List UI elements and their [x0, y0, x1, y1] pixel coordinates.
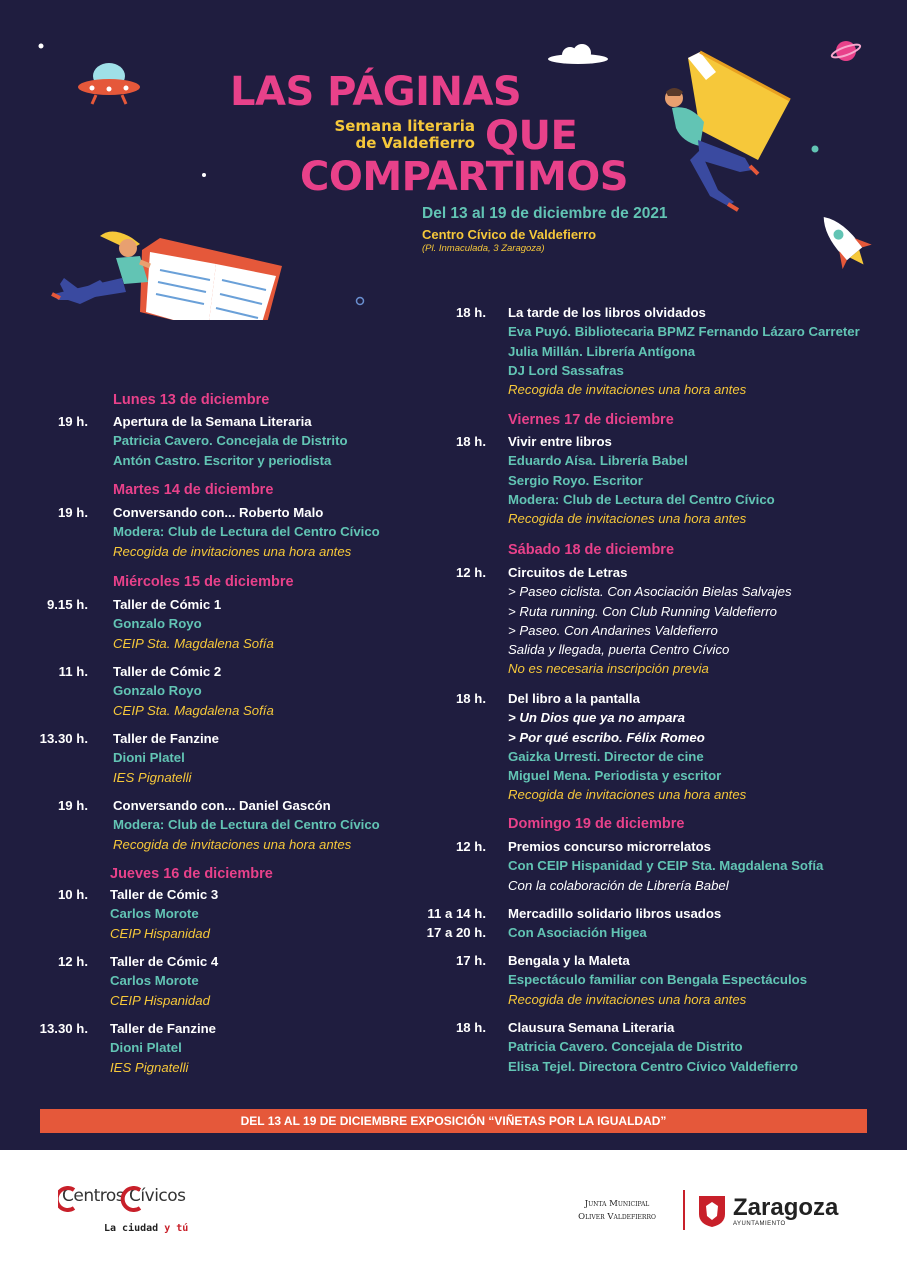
event-time: 11 h.: [58, 664, 88, 679]
event-vivir-entre-libros: [508, 432, 775, 528]
event-speaker: Eva Puyó. Bibliotecaria BPMZ Fernando Lázaro Carreter: [508, 324, 860, 340]
event-title: Premios concurso microrrelatos: [508, 839, 712, 854]
event-speaker: DJ Lord Sassafras: [508, 362, 624, 378]
event-title: Apertura de la Semana Literaria: [113, 414, 312, 429]
event-note: Recogida de invitaciones una hora antes: [508, 991, 747, 1007]
day-heading-viernes: Viernes 17 de diciembre: [508, 412, 674, 428]
event-activity: > Paseo. Con Andarines Valdefierro: [508, 622, 718, 638]
event-title: Circuitos de Letras: [508, 565, 628, 580]
venue-address: (Pl. Inmaculada, 3 Zaragoza): [422, 243, 545, 254]
event-libro-pantalla: [508, 689, 746, 805]
event-speaker: Gonzalo Royo: [113, 616, 202, 632]
event-taller-fanzine: [113, 729, 219, 787]
event-clausura: [508, 1018, 798, 1076]
event-activity: > Ruta running. Con Club Running Valdefierro: [508, 603, 777, 619]
event-daniel-gascon: [113, 796, 380, 854]
event-time: 17 a 20 h.: [426, 925, 486, 940]
event-time: 13.30 h.: [39, 1021, 88, 1036]
event-speaker: Dioni Platel: [110, 1040, 182, 1056]
venue-name: Centro Cívico de Valdefierro: [422, 227, 597, 242]
event-speaker: Espectáculo familiar con Bengala Espectáculos: [508, 972, 808, 988]
event-note: IES Pignatelli: [113, 769, 192, 785]
event-time: 10 h.: [57, 887, 88, 902]
event-roberto-malo: [113, 503, 380, 561]
zaragoza-name: Zaragoza: [733, 1194, 839, 1221]
zaragoza-shield-icon: [697, 1194, 727, 1228]
event-title: Taller de Cómic 3: [110, 887, 219, 902]
tagline-part-1: La ciudad: [104, 1223, 159, 1234]
event-note: Recogida de invitaciones una hora antes: [508, 511, 747, 527]
event-time: 12 h.: [455, 839, 486, 854]
title-line-1: LAS PÁGINAS: [230, 69, 522, 115]
event-time: 18 h.: [455, 691, 486, 706]
event-note: IES Pignatelli: [110, 1059, 189, 1075]
event-speaker: Gaizka Urresti. Director de cine: [508, 748, 704, 764]
day-heading-lunes: Lunes 13 de diciembre: [113, 392, 270, 408]
event-taller-fanzine-2: [110, 1019, 216, 1077]
event-taller-comic-4: [110, 952, 218, 1010]
subtitle-line-2: de Valdefierro: [355, 134, 475, 152]
event-speaker: Modera: Club de Lectura del Centro Cívico: [113, 817, 380, 833]
centros-civicos-name: Centros Cívicos: [62, 1186, 186, 1206]
event-taller-comic-1: [113, 595, 274, 653]
event-speaker: Sergio Royo. Escritor: [508, 472, 643, 488]
reading-man-icon: [665, 52, 790, 210]
footer: [0, 1150, 907, 1280]
event-title: Clausura Semana Literaria: [508, 1020, 675, 1035]
event-title: Mercadillo solidario libros usados: [508, 906, 722, 921]
event-note: No es necesaria inscripción previa: [508, 661, 709, 677]
event-note: CEIP Hispanidad: [110, 992, 210, 1008]
event-time: 18 h.: [455, 305, 486, 320]
event-speaker: Elisa Tejel. Directora Centro Cívico Valdefierro: [508, 1058, 798, 1074]
event-note: CEIP Sta. Magdalena Sofía: [113, 635, 274, 651]
event-title: Taller de Fanzine: [113, 731, 220, 746]
junta-municipal-line-2: Oliver Valdefierro: [578, 1212, 656, 1222]
event-time: 19 h.: [57, 414, 88, 429]
event-detail: Salida y llegada, puerta Centro Cívico: [508, 642, 730, 658]
event-time: 19 h.: [57, 798, 88, 813]
junta-municipal-line-1: Junta Municipal: [584, 1199, 650, 1209]
event-detail: Con la colaboración de Librería Babel: [508, 877, 729, 893]
tagline-part-2: y tú: [164, 1223, 189, 1234]
event-speaker: Miguel Mena. Periodista y escritor: [508, 768, 722, 784]
event-libros-olvidados: [508, 303, 860, 399]
reading-woman-icon: [52, 231, 282, 320]
event-circuitos-letras: [508, 563, 792, 679]
event-time: 17 h.: [455, 953, 486, 968]
day-heading-domingo: Domingo 19 de diciembre: [508, 816, 685, 832]
centros-civicos-c-marks: [58, 1186, 188, 1212]
rocket-icon: [809, 205, 878, 277]
event-time: 12 h.: [57, 954, 88, 969]
event-note: Recogida de invitaciones una hora antes: [113, 836, 352, 852]
event-speaker: Antón Castro. Escritor y periodista: [113, 452, 332, 468]
event-speaker: Carlos Morote: [110, 906, 199, 922]
event-speaker: Dioni Platel: [113, 750, 185, 766]
event-note: CEIP Hispanidad: [110, 925, 210, 941]
cloud-icon: [548, 44, 608, 64]
event-speaker: Carlos Morote: [110, 973, 199, 989]
exhibition-banner: DEL 13 AL 19 DE DICIEMBRE EXPOSICIÓN “VIÑETAS POR LA IGUALDAD”: [40, 1109, 867, 1133]
event-speaker: Eduardo Aísa. Librería Babel: [508, 453, 688, 469]
event-activity: > Paseo ciclista. Con Asociación Bielas Salvajes: [508, 584, 792, 600]
event-dates: Del 13 al 19 de diciembre de 2021: [422, 205, 668, 222]
event-film: > Un Dios que ya no ampara: [508, 710, 685, 726]
ayuntamiento-label: AYUNTAMIENTO: [733, 1221, 786, 1227]
event-mercadillo: [508, 904, 721, 943]
event-speaker: Patricia Cavero. Concejala de Distrito: [508, 1039, 743, 1055]
day-heading-martes: Martes 14 de diciembre: [113, 482, 274, 498]
event-speaker: Modera: Club de Lectura del Centro Cívico: [113, 524, 380, 540]
event-title: La tarde de los libros olvidados: [508, 305, 706, 320]
event-film: > Por qué escribo. Félix Romeo: [508, 729, 705, 745]
event-note: CEIP Sta. Magdalena Sofía: [113, 702, 274, 718]
event-speaker: Modera: Club de Lectura del Centro Cívico: [508, 491, 775, 507]
event-speaker: Patricia Cavero. Concejala de Distrito: [113, 433, 348, 449]
event-time: 13.30 h.: [39, 731, 88, 746]
event-title: Del libro a la pantalla: [508, 691, 640, 706]
event-taller-comic-2: [113, 662, 274, 720]
event-taller-comic-3: [110, 885, 218, 943]
event-time: 18 h.: [455, 1020, 486, 1035]
event-speaker: Gonzalo Royo: [113, 683, 202, 699]
event-title: Taller de Cómic 2: [113, 664, 222, 679]
day-heading-sabado: Sábado 18 de diciembre: [508, 542, 675, 558]
event-title: Conversando con... Roberto Malo: [113, 505, 324, 520]
event-title: Taller de Cómic 4: [110, 954, 219, 969]
event-premios-microrrelatos: [508, 837, 823, 895]
event-time: 18 h.: [455, 434, 486, 449]
event-title: Taller de Fanzine: [110, 1021, 217, 1036]
planet-icon: [831, 41, 862, 61]
event-title: Vivir entre libros: [508, 434, 612, 449]
title-line-3: COMPARTIMOS: [300, 154, 629, 200]
event-note: Recogida de invitaciones una hora antes: [508, 787, 747, 803]
event-title: Bengala y la Maleta: [508, 953, 630, 968]
event-note: Recogida de invitaciones una hora antes: [508, 382, 747, 398]
event-apertura: [113, 412, 348, 470]
event-speaker: Con CEIP Hispanidad y CEIP Sta. Magdalena Sofía: [508, 858, 824, 874]
event-time: 11 a 14 h.: [427, 906, 486, 921]
event-time: 19 h.: [57, 505, 88, 520]
event-note: Recogida de invitaciones una hora antes: [113, 543, 352, 559]
ufo-icon: [78, 63, 140, 104]
centros-civicos-tagline: [104, 1223, 188, 1234]
event-bengala: [508, 951, 807, 1009]
title-line-2: QUE: [485, 113, 578, 159]
day-heading-jueves: Jueves 16 de diciembre: [110, 866, 273, 882]
event-speaker: Julia Millán. Librería Antígona: [508, 343, 696, 359]
event-title: Taller de Cómic 1: [113, 597, 222, 612]
event-time: 9.15 h.: [46, 597, 88, 612]
subtitle-line-1: Semana literaria: [334, 117, 475, 135]
event-time: 12 h.: [455, 565, 486, 580]
footer-divider: [683, 1190, 685, 1230]
event-title: Conversando con... Daniel Gascón: [113, 798, 331, 813]
event-speaker: Con Asociación Higea: [508, 925, 647, 941]
day-heading-miercoles: Miércoles 15 de diciembre: [113, 574, 294, 590]
